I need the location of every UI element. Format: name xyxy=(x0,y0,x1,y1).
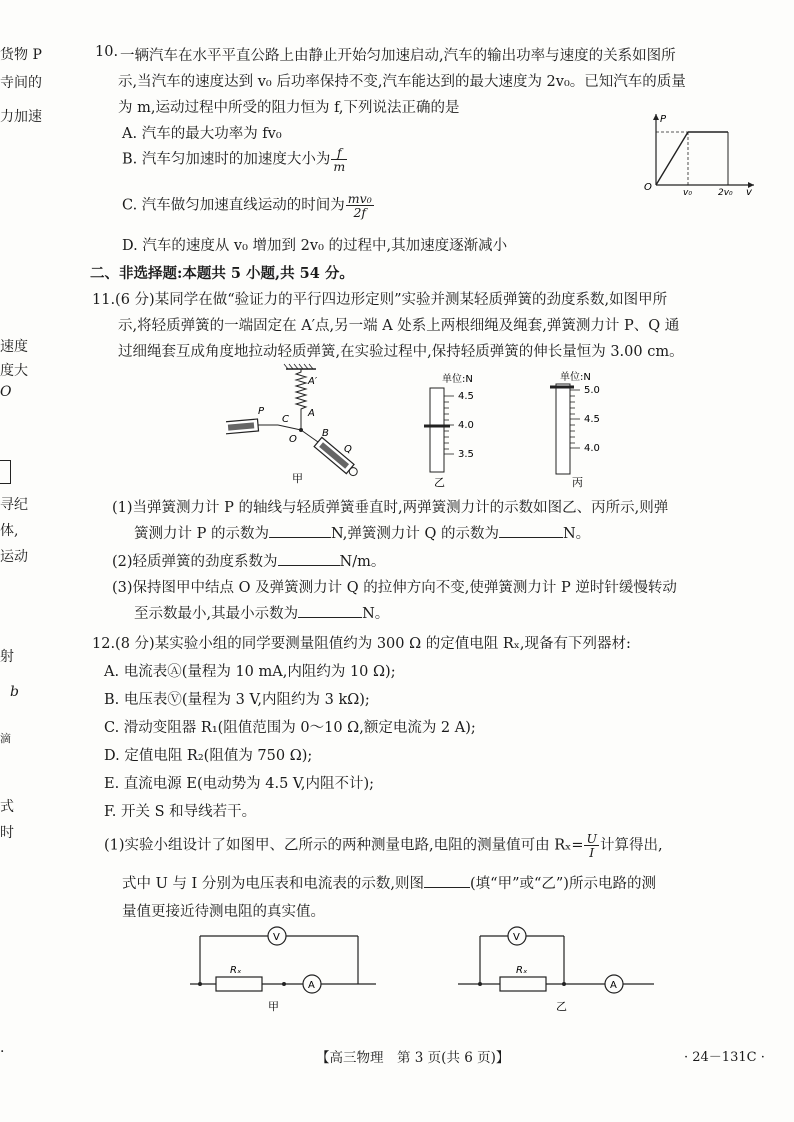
q11-part2: (2)轻质弹簧的劲度系数为 N/m。 xyxy=(112,550,385,571)
answer-blank[interactable] xyxy=(298,603,362,618)
svg-text:A′: A′ xyxy=(308,376,318,387)
svg-text:4.5: 4.5 xyxy=(584,414,600,425)
q12-part1-line3: 量值更接近待测电阻的真实值。 xyxy=(122,904,325,920)
q10-stem-line3: 为 m,运动过程中所受的阻力恒为 f,下列说法正确的是 xyxy=(118,100,460,116)
edge-fragment: 货物 P xyxy=(0,47,42,63)
svg-text:乙: 乙 xyxy=(556,1000,567,1013)
svg-text:4.5: 4.5 xyxy=(458,391,474,402)
q12-item-d: D. 定值电阻 R₂(阻值为 750 Ω); xyxy=(104,748,313,764)
q12-part1-line2: 式中 U 与 I 分别为电压表和电流表的示数,则图 (填“甲”或“乙”)所示电路的测 xyxy=(122,872,656,893)
q11-stem-line3: 过细绳套互成角度地拉动轻质弹簧,在实验过程中,保持轻质弹簧的伸长量恒为 3.00 cm。 xyxy=(118,344,684,360)
edge-fragment: O xyxy=(0,384,12,400)
q12-item-f: F. 开关 S 和导线若干。 xyxy=(104,804,257,820)
edge-fragment: 寻纪 xyxy=(0,497,28,513)
q11-part1-line1: (1)当弹簧测力计 P 的轴线与轻质弹簧垂直时,两弹簧测力计的示数如图乙、丙所示,则弹 xyxy=(112,500,669,516)
svg-text:O: O xyxy=(289,434,297,445)
q10-pv-graph xyxy=(636,110,760,196)
fraction: $\frac{\text{mv₀}}{2f}$ xyxy=(347,191,372,221)
edge-fragment: 滴 xyxy=(0,732,11,745)
q12-item-a: A. 电流表Ⓐ(量程为 10 mA,内阻约为 10 Ω); xyxy=(104,664,396,680)
q11-part1-line2: 簧测力计 P 的示数为 N,弹簧测力计 Q 的示数为 N。 xyxy=(134,522,590,543)
svg-text:P: P xyxy=(258,406,265,417)
fraction: $\frac{U}{I}$ xyxy=(586,831,598,861)
svg-text:Rₓ: Rₓ xyxy=(516,965,528,976)
edge-fragment: 速度 xyxy=(0,339,28,355)
graph-origin: O xyxy=(644,182,652,193)
edge-fragment: 运动 xyxy=(0,549,28,565)
edge-fragment: 射 xyxy=(0,649,14,665)
q12-circuit-jia xyxy=(186,922,386,1016)
q12-item-c: C. 滑动变阻器 R₁(阻值范围为 0～10 Ω,额定电流为 2 A); xyxy=(104,720,476,736)
edge-fragment: 体, xyxy=(0,523,19,539)
q11-stem-line1: 11.(6 分)某同学在做“验证力的平行四边形定则”实验并测某轻质弹簧的劲度系数,如图甲所 xyxy=(92,292,668,308)
q11-part3-line1: (3)保持图甲中结点 O 及弹簧测力计 Q 的拉伸方向不变,使弹簧测力计 P 逆时针缓慢转动 xyxy=(112,580,677,596)
svg-text:V: V xyxy=(273,932,280,943)
q12-part1-line1: (1)实验小组设计了如图甲、乙所示的两种测量电路,电阻的测量值可由 Rₓ= $\frac{U}{I}$ 计算得出, xyxy=(104,831,663,861)
svg-text:甲: 甲 xyxy=(292,472,303,484)
q11-stem-line2: 示,将轻质弹簧的一端固定在 A′点,另一端 A 处系上两根细绳及绳套,弹簧测力计 P、Q 通 xyxy=(118,318,680,334)
svg-text:C: C xyxy=(282,414,289,425)
answer-blank[interactable] xyxy=(269,523,331,538)
q11-figure-yi xyxy=(410,368,510,490)
q10-option-d: D. 汽车的速度从 v₀ 增加到 2v₀ 的过程中,其加速度逐渐减小 xyxy=(122,238,508,254)
q10-number: 10. xyxy=(95,44,119,60)
fraction: $\frac{f}{m}$ xyxy=(333,145,346,175)
edge-fragment: 时 xyxy=(0,825,14,841)
svg-text:甲: 甲 xyxy=(268,1000,279,1013)
edge-mark: · xyxy=(0,1044,5,1060)
svg-text:A: A xyxy=(308,408,315,419)
svg-text:V: V xyxy=(513,932,520,943)
graph-v-label: v xyxy=(746,187,752,196)
page-footer: 【高三物理 第 3 页(共 6 页)】 xyxy=(316,1050,510,1066)
answer-blank[interactable] xyxy=(424,873,470,888)
edge-fragment: 力加速 xyxy=(0,109,42,125)
svg-text:乙: 乙 xyxy=(434,476,445,489)
q11-part3-line2: 至示数最小,其最小示数为 N。 xyxy=(134,602,389,623)
svg-text:A: A xyxy=(308,980,315,991)
answer-blank[interactable] xyxy=(499,523,563,538)
edge-fragment: 度大 xyxy=(0,363,28,379)
svg-text:单位:N: 单位:N xyxy=(560,372,591,383)
graph-2v0: 2v₀ xyxy=(718,188,733,196)
svg-text:Rₓ: Rₓ xyxy=(230,965,242,976)
svg-text:B: B xyxy=(322,428,329,439)
edge-fragment: b xyxy=(10,684,19,700)
edge-box-fragment xyxy=(0,460,11,484)
svg-text:单位:N: 单位:N xyxy=(442,374,473,385)
graph-p-label: P xyxy=(660,114,667,125)
svg-text:5.0: 5.0 xyxy=(584,385,600,396)
q12-stem: 12.(8 分)某实验小组的同学要测量阻值约为 300 Ω 的定值电阻 Rₓ,现备有下列器材: xyxy=(92,636,631,652)
section-heading: 二、非选择题:本题共 5 小题,共 54 分。 xyxy=(90,265,354,282)
svg-text:4.0: 4.0 xyxy=(458,420,474,431)
q10-stem-line1: 一辆汽车在水平平直公路上由静止开始匀加速启动,汽车的输出功率与速度的关系如图所 xyxy=(120,48,676,64)
q12-item-b: B. 电压表Ⓥ(量程为 3 V,内阻约为 3 kΩ); xyxy=(104,692,370,708)
q10-option-c: C. 汽车做匀加速直线运动的时间为 $\frac{\text{mv₀}}{2f}$ xyxy=(122,191,372,221)
svg-text:Q: Q xyxy=(344,444,352,455)
exam-code: · 24－131C · xyxy=(684,1050,765,1065)
graph-v0: v₀ xyxy=(683,188,692,196)
edge-fragment: 式 xyxy=(0,799,14,815)
q11-figure-jia xyxy=(226,362,386,484)
q10-stem-line2: 示,当汽车的速度达到 v₀ 后功率保持不变,汽车能达到的最大速度为 2v₀。已知汽车的质量 xyxy=(118,74,686,90)
answer-blank[interactable] xyxy=(278,551,340,566)
q10-option-b: B. 汽车匀加速时的加速度大小为 $\frac{f}{m}$ xyxy=(122,145,346,175)
edge-fragment: 寺间的 xyxy=(0,75,42,91)
svg-text:A: A xyxy=(610,980,617,991)
svg-text:3.5: 3.5 xyxy=(458,449,474,460)
q11-figure-bing xyxy=(548,368,648,490)
q10-option-a: A. 汽车的最大功率为 fv₀ xyxy=(122,126,282,142)
svg-text:4.0: 4.0 xyxy=(584,443,600,454)
svg-text:丙: 丙 xyxy=(572,476,583,489)
q12-item-e: E. 直流电源 E(电动势为 4.5 V,内阻不计); xyxy=(104,776,375,792)
q12-circuit-yi xyxy=(454,922,664,1016)
